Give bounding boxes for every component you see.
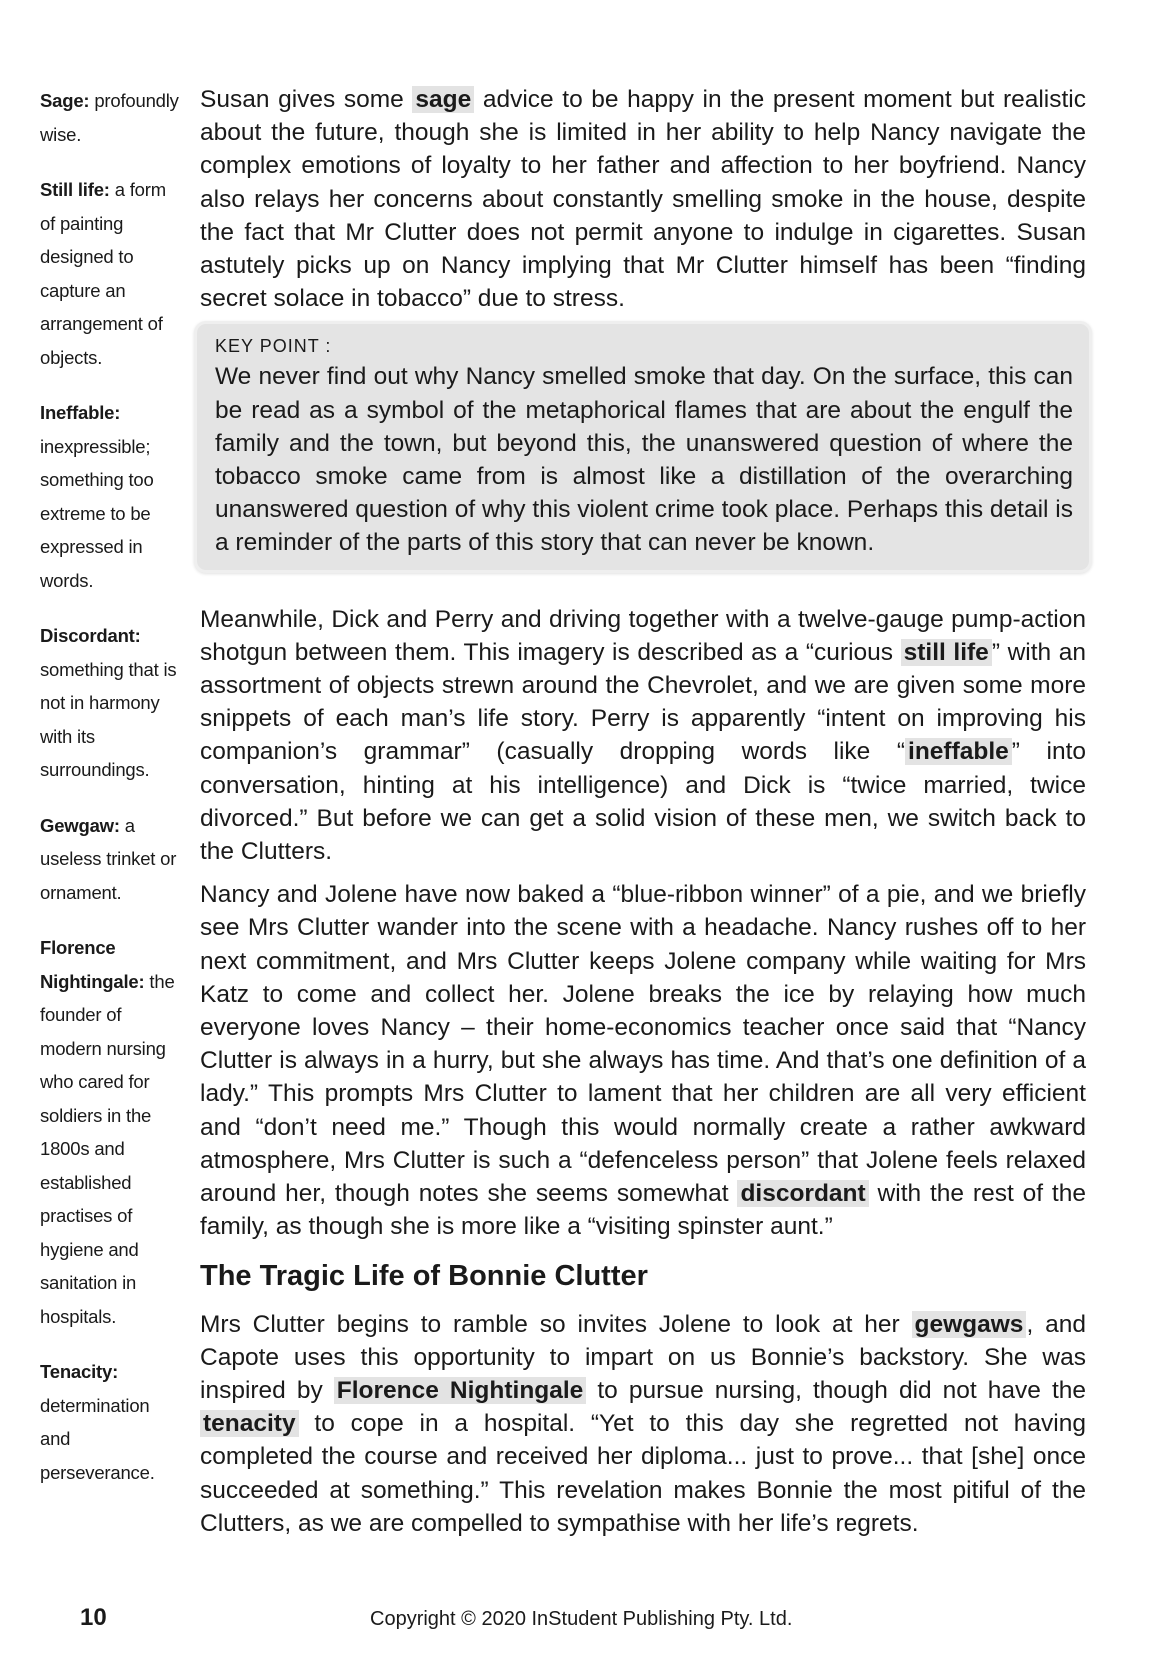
- highlighted-term-sage: sage: [412, 86, 474, 113]
- glossary-entry-gewgaw: [40, 809, 182, 910]
- key-point-label: KEY POINT :: [215, 336, 332, 357]
- glossary-definition: a useless trinket or ornament.: [40, 814, 177, 903]
- copyright-notice: Copyright © 2020 InStudent Publishing Pty. Ltd.: [370, 1608, 793, 1630]
- highlighted-term-tenacity: tenacity: [200, 1410, 299, 1437]
- text-run: to cope in a hospital. “Yet to this day she regretted not having completed the course and received her diploma... just to prove... that [she] once succeeded at something.” This revelation makes Bonnie the most pitiful of the Clutters, as we are compelled to sympathise with her life’s regrets.: [200, 1410, 1086, 1537]
- highlighted-term-florence-nightingale: Florence Nightingale: [334, 1377, 587, 1404]
- text-run: to pursue nursing, though did not have the: [586, 1376, 1086, 1404]
- glossary-definition: determination and perseverance.: [40, 1394, 155, 1483]
- text-run: ” with an assortment of objects strewn around the Chevrolet, and we are given some more snippets of each man’s life story. Perry is apparently “intent on improving his companion’s grammar” (casually dropping words like “: [200, 638, 1086, 766]
- glossary-term: Sage:: [40, 90, 90, 111]
- glossary-definition: inexpressible; something too extreme to be expressed in words.: [40, 435, 154, 591]
- text-run: Mrs Clutter begins to ramble so invites Jolene to look at her: [200, 1310, 912, 1338]
- glossary-term: Still life:: [40, 179, 110, 200]
- glossary-term: Ineffable:: [40, 402, 121, 423]
- glossary-term: Tenacity:: [40, 1361, 119, 1382]
- key-point-text: We never find out why Nancy smelled smoke that day. On the surface, this can be read as a symbol of the metaphorical flames that are about the engulf the family and the town, but beyond this, the unanswered question of where the tobacco smoke came from is almost like a distillation of the overarching unanswered question of why this violent crime took place. Perhaps this detail is a reminder of the parts of this story that can never be known.: [215, 363, 1073, 557]
- glossary-entry-tenacity: [40, 1355, 182, 1489]
- text-run: Meanwhile, Dick and Perry and driving together with a twelve-gauge pump-action shotgun between them. This imagery is described as a “curious: [200, 605, 1086, 666]
- glossary-entry-florence-nightingale: [40, 931, 182, 1333]
- paragraph-dick-perry: [200, 603, 1086, 869]
- main-text-column: [200, 83, 1086, 1540]
- text-run: with the rest of the family, as though she is more like a “visiting spinster aunt.”: [200, 1180, 1086, 1241]
- highlighted-term-gewgaws: gewgaws: [912, 1311, 1027, 1338]
- paragraph-nancy-jolene: [200, 878, 1086, 1243]
- glossary-term: Florence Nightingale:: [40, 937, 145, 992]
- glossary-sidebar: [40, 84, 182, 1511]
- paragraph-bonnie-backstory: [200, 1308, 1086, 1540]
- glossary-definition: something that is not in harmony with its surroundings.: [40, 658, 177, 780]
- glossary-entry-ineffable: [40, 396, 182, 597]
- highlighted-term-still-life: still life: [901, 639, 992, 666]
- page-number: 10: [80, 1604, 107, 1631]
- glossary-term: Gewgaw:: [40, 814, 120, 836]
- glossary-definition: the founder of modern nursing who cared for soldiers in the 1800s and established practises of hygiene and sanitation in hospitals.: [40, 970, 175, 1327]
- paragraph-susan-advice: [200, 83, 1086, 315]
- glossary-definition: profoundly wise.: [40, 90, 179, 145]
- glossary-definition: a form of painting designed to capture an arrangement of objects.: [40, 179, 166, 368]
- glossary-entry-still-life: [40, 173, 182, 374]
- key-point-box: [194, 321, 1092, 572]
- glossary-entry-discordant: [40, 619, 182, 787]
- text-run: advice to be happy in the present moment but realistic about the future, though she is limited in her ability to help Nancy navigate the complex emotions of loyalty to her father and affection to her boyfriend. Nancy also relays her concerns about constantly smelling smoke in the house, despite the fact that Mr Clutter does not permit anyone to indulge in cigarettes. Susan astutely picks up on Nancy implying that Mr Clutter himself has been “finding secret solace in tobacco” due to stress.: [200, 86, 1086, 313]
- highlighted-term-ineffable: ineffable: [905, 738, 1012, 765]
- glossary-entry-sage: [40, 84, 182, 151]
- text-run: Susan gives some: [200, 86, 413, 113]
- highlighted-term-discordant: discordant: [737, 1180, 868, 1207]
- glossary-term: Discordant:: [40, 625, 141, 646]
- text-run: , and Capote uses this opportunity to impart on us Bonnie’s backstory. She was inspired by: [200, 1310, 1086, 1404]
- text-run: Nancy and Jolene have now baked a “blue-ribbon winner” of a pie, and we briefly see Mrs Clutter wander into the scene with a headache. Nancy rushes off to her next commitment, and Mrs Clutter keeps Jolene company while waiting for Mrs Katz to come and collect her. Jolene breaks the ice by relaying how much everyone loves Nancy – their home-economics teacher once said that “Nancy Clutter is always in a hurry, but she always has time. And that’s one definition of a lady.” This prompts Mrs Clutter to lament that her children are all very efficient and “don’t need me.” Though this would normally create a rather awkward atmosphere, Mrs Clutter is such a “defenceless person” that Jolene feels relaxed around her, though notes she seems somewhat: [200, 881, 1086, 1208]
- text-run: ” into conversation, hinting at his intelligence) and Dick is “twice married, twice divorced.” But before we can get a solid vision of these men, we switch back to the Clutters.: [200, 738, 1086, 866]
- section-heading: The Tragic Life of Bonnie Clutter: [200, 1259, 648, 1292]
